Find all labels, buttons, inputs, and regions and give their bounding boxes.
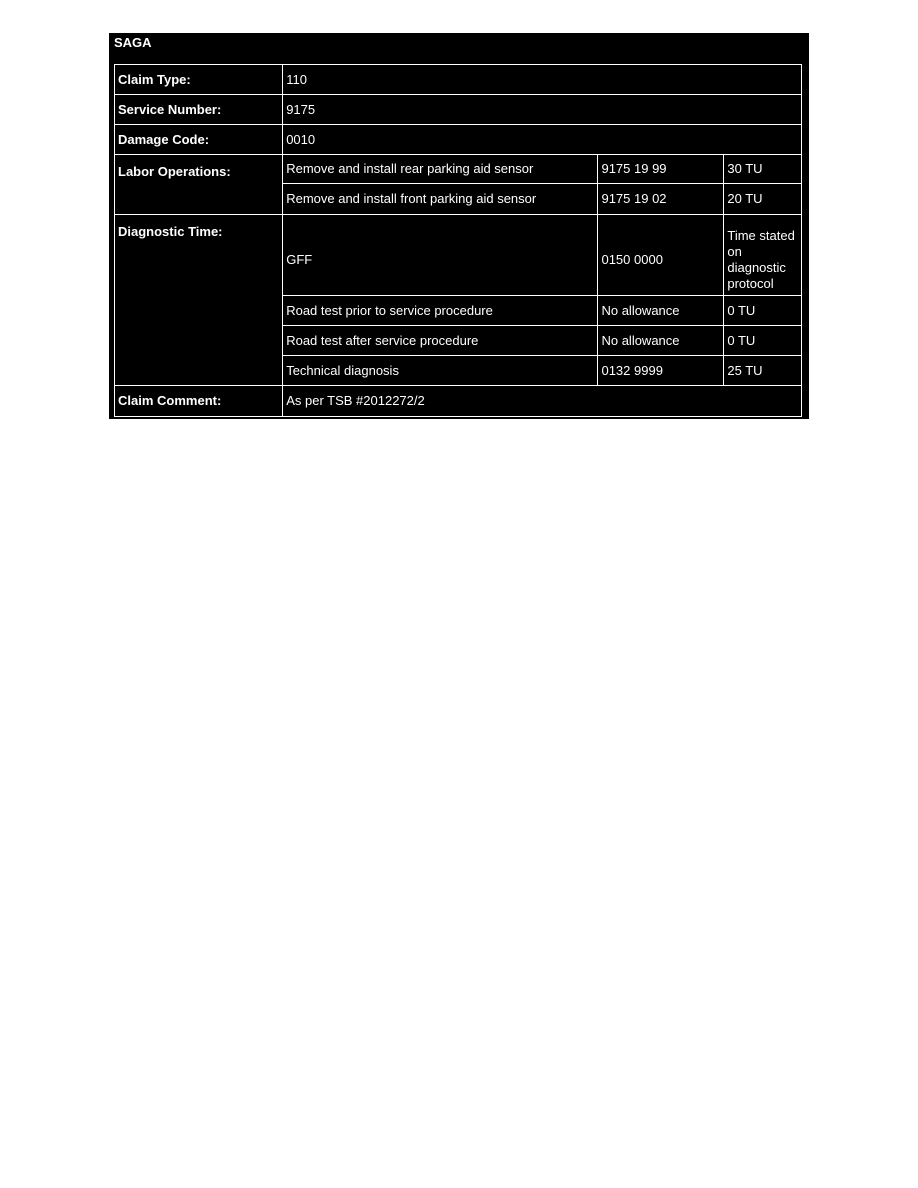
diagnostic-time: 25 TU xyxy=(724,356,802,386)
diagnostic-time: Time stated on diagnostic protocol xyxy=(724,215,802,296)
claim-type-row xyxy=(115,65,802,95)
saga-claim-panel xyxy=(109,33,809,419)
diagnostic-code: No allowance xyxy=(598,296,724,326)
diagnostic-code: 0150 0000 xyxy=(598,215,724,296)
service-number-row xyxy=(115,95,802,125)
diagnostic-time-label: Diagnostic Time: xyxy=(115,215,283,386)
damage-code-row xyxy=(115,125,802,155)
claim-type-label: Claim Type: xyxy=(115,65,283,95)
panel-title: SAGA xyxy=(114,35,152,50)
damage-code-value: 0010 xyxy=(283,125,802,155)
labor-operation-time: 30 TU xyxy=(724,155,802,184)
labor-operation-time: 20 TU xyxy=(724,184,802,215)
diagnostic-description: GFF xyxy=(283,215,598,296)
diagnostic-time: 0 TU xyxy=(724,296,802,326)
claim-comment-value: As per TSB #2012272/2 xyxy=(283,386,802,417)
diagnostic-code: 0132 9999 xyxy=(598,356,724,386)
labor-operation-description: Remove and install front parking aid sensor xyxy=(283,184,598,215)
claim-comment-row xyxy=(115,386,802,417)
claim-table xyxy=(114,64,802,417)
labor-operation-row xyxy=(115,155,802,184)
diagnostic-time: 0 TU xyxy=(724,326,802,356)
damage-code-label: Damage Code: xyxy=(115,125,283,155)
diagnostic-description: Road test after service procedure xyxy=(283,326,598,356)
labor-operation-code: 9175 19 99 xyxy=(598,155,724,184)
diagnostic-code: No allowance xyxy=(598,326,724,356)
labor-operations-label: Labor Operations: xyxy=(115,155,283,215)
labor-operation-code: 9175 19 02 xyxy=(598,184,724,215)
claim-comment-label: Claim Comment: xyxy=(115,386,283,417)
service-number-value: 9175 xyxy=(283,95,802,125)
diagnostic-description: Road test prior to service procedure xyxy=(283,296,598,326)
claim-type-value: 110 xyxy=(283,65,802,95)
service-number-label: Service Number: xyxy=(115,95,283,125)
labor-operation-description: Remove and install rear parking aid sensor xyxy=(283,155,598,184)
diagnostic-description: Technical diagnosis xyxy=(283,356,598,386)
diagnostic-time-row xyxy=(115,215,802,296)
